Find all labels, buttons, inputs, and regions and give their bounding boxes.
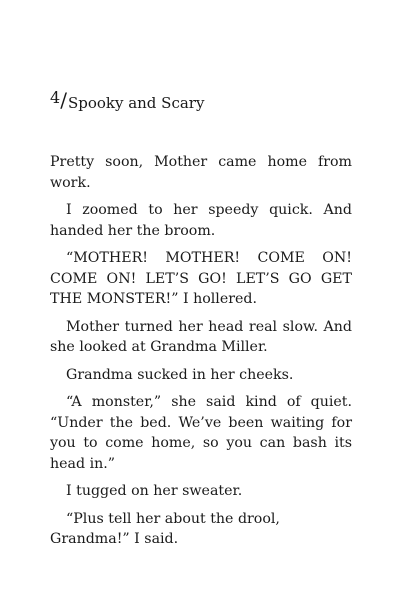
paragraph: Pretty soon, Mother came home from work. [50,154,352,191]
chapter-separator: / [60,88,67,112]
body-text [50,152,352,557]
paragraph: “Plus tell her about the drool, Grandma!” I said. [50,510,280,547]
paragraph: I zoomed to her speedy quick. And handed her the broom. [50,202,352,239]
paragraph: Grandma sucked in her cheeks. [66,366,294,383]
chapter-number: 4 [50,88,61,107]
paragraph: Mother turned her head real slow. And she looked at Grandma Miller. [50,318,352,355]
chapter-heading [50,88,204,112]
paragraph: “MOTHER! MOTHER! COME ON! COME ON! LET’S GO! LET’S GO GET THE MONSTER!” I hollered. [50,250,352,307]
paragraph: I tugged on her sweater. [66,483,243,499]
paragraph: “A monster,” she said kind of quiet. “Under the bed. We’ve been waiting for you to come home, so you can bash its head in.” [50,394,352,472]
chapter-title: Spooky and Scary [67,94,205,112]
